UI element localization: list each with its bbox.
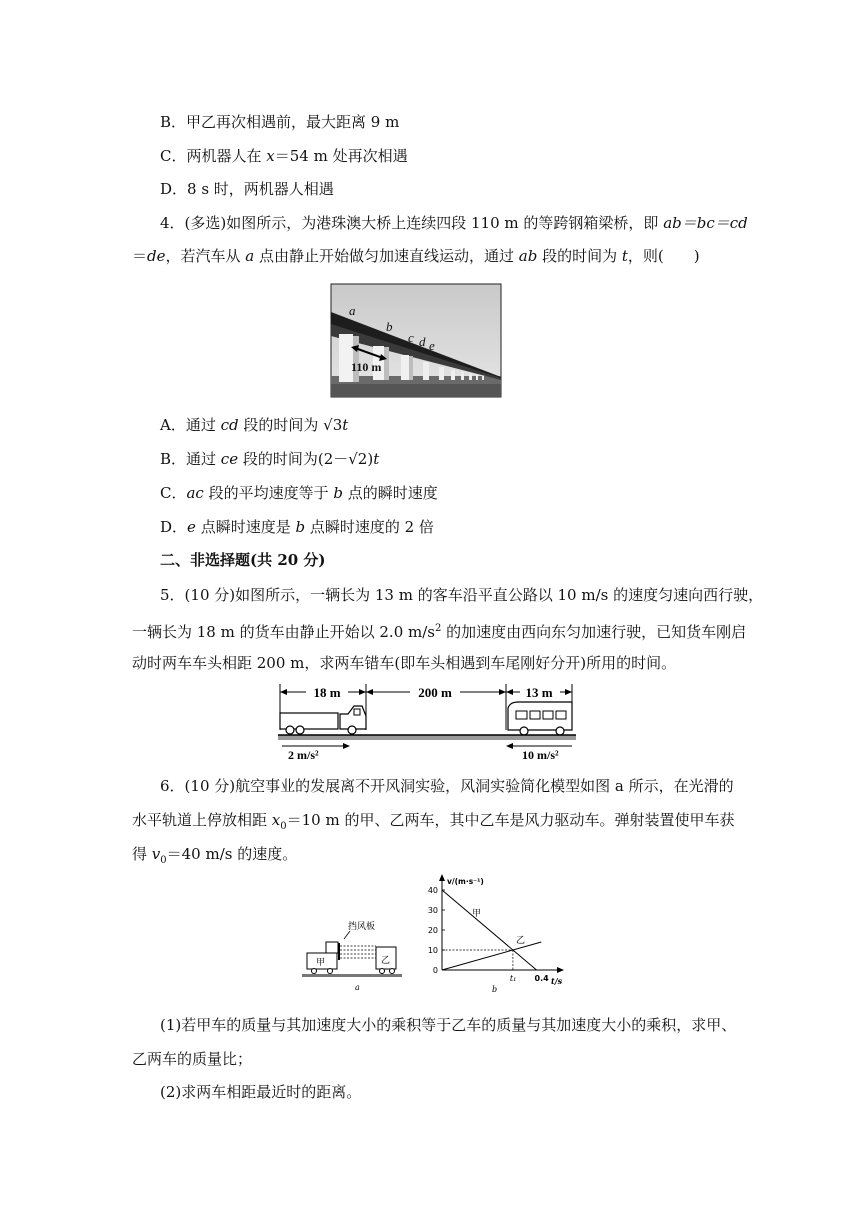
velocity-time-chart bbox=[420, 872, 570, 996]
q6-sub1-line1: (1)若甲车的质量与其加速度大小的乘积等于乙车的质量与其加速度大小的乘积，求甲、 bbox=[160, 1016, 737, 1034]
q6-stem-line2: 水平轨道上停放相距 $x_0=10$ m 的甲、乙两车，其中乙车是风力驱动车。弹射装置使甲车获 bbox=[132, 811, 735, 832]
bridge-label-e: e bbox=[429, 338, 435, 353]
bridge-span-label: 110 m bbox=[351, 360, 382, 374]
x-axis-label: t/s bbox=[551, 976, 563, 986]
bridge-label-d: d bbox=[419, 334, 426, 349]
q5-stem-line3: 动时两车车头相距 200 m，求两车错车(即车头相遇到车尾刚好分开)所用的时间。 bbox=[132, 654, 677, 672]
figure-b-caption: b bbox=[492, 985, 498, 994]
series-yi-label: 乙 bbox=[516, 936, 526, 946]
truck-length-label: 18 m bbox=[313, 685, 341, 700]
series-jia-label: 甲 bbox=[472, 909, 482, 919]
x-tick-t1: t₁ bbox=[509, 974, 517, 983]
bus-icon bbox=[508, 702, 572, 735]
bus-length-label: 13 m bbox=[525, 685, 553, 700]
q4-option-b: B．通过 ce 段的时间为(2－√2)t bbox=[160, 450, 380, 468]
truck-acc-label: 2 m/s² bbox=[288, 748, 319, 762]
section-heading: 二、非选择题(共 20 分) bbox=[160, 551, 326, 569]
series-jia-line bbox=[442, 890, 537, 970]
bridge-label-b: b bbox=[386, 319, 393, 334]
q6-sub2: (2)求两车相距最近时的距离。 bbox=[160, 1083, 362, 1101]
q4-stem-line2: ＝de，若汽车从 a 点由静止开始做匀加速直线运动，通过 ab 段的时间为 t，则( ) bbox=[132, 247, 700, 265]
q4-stem-line1: 4．(多选)如图所示，为港珠澳大桥上连续四段 110 m 的等跨钢箱梁桥，即 ab＝bc＝cd bbox=[160, 214, 748, 232]
series-yi-line bbox=[442, 942, 541, 970]
q3-option-d: D．8 s 时，两机器人相遇 bbox=[160, 180, 334, 198]
q6-stem-line3: 得 $v_0=40$ m/s 的速度。 bbox=[132, 845, 298, 866]
bridge-photo bbox=[331, 284, 501, 397]
wind-plate-label: 挡风板 bbox=[348, 922, 376, 932]
x-tick-end: 0.4 bbox=[534, 974, 549, 983]
q6-sub1-line2: 乙两车的质量比； bbox=[132, 1050, 253, 1068]
y-tick-label: 30 bbox=[427, 906, 438, 915]
q5-stem-line1: 5．(10 分)如图所示，一辆长为 13 m 的客车沿平直公路以 10 m/s 的速度匀速向西行驶， bbox=[160, 586, 764, 604]
wind-tunnel-diagram bbox=[300, 915, 410, 993]
figure-a-caption: a bbox=[355, 983, 360, 992]
car-jia-label: 甲 bbox=[316, 958, 326, 968]
y-axis-label: v/(m·s⁻¹) bbox=[447, 877, 484, 886]
bus-vel-label: 10 m/s² bbox=[522, 748, 559, 762]
q6-stem-line1: 6．(10 分)航空事业的发展离不开风洞实验，风洞实验简化模型如图 a 所示，在光滑的 bbox=[160, 777, 734, 795]
y-tick-label: 40 bbox=[427, 886, 438, 895]
car-yi-label: 乙 bbox=[381, 956, 391, 966]
y-tick-label: 10 bbox=[427, 946, 438, 955]
bridge-label-c: c bbox=[408, 330, 414, 345]
y-tick-label: 20 bbox=[427, 926, 438, 935]
q4-option-d: D．e 点瞬时速度是 b 点瞬时速度的 2 倍 bbox=[160, 518, 434, 536]
truck-icon bbox=[280, 706, 366, 734]
q3-option-c: C．两机器人在 x＝54 m 处再次相遇 bbox=[160, 147, 408, 165]
gap-label: 200 m bbox=[418, 685, 452, 700]
q4-option-a: A．通过 cd 段的时间为 √3t bbox=[160, 416, 349, 434]
y-tick-label: 0 bbox=[432, 966, 438, 975]
q5-stem-line2: 一辆长为 18 m 的货车由静止开始以 2.0 $m/s^2$ 的加速度由西向东匀加速行驶，已知货车刚启 bbox=[132, 623, 747, 641]
q4-option-c: C．ac 段的平均速度等于 b 点的瞬时速度 bbox=[160, 484, 438, 502]
traffic-diagram bbox=[270, 680, 582, 762]
bridge-label-a: a bbox=[349, 303, 356, 318]
q3-option-b: B．甲乙再次相遇前，最大距离 9 m bbox=[160, 113, 400, 131]
